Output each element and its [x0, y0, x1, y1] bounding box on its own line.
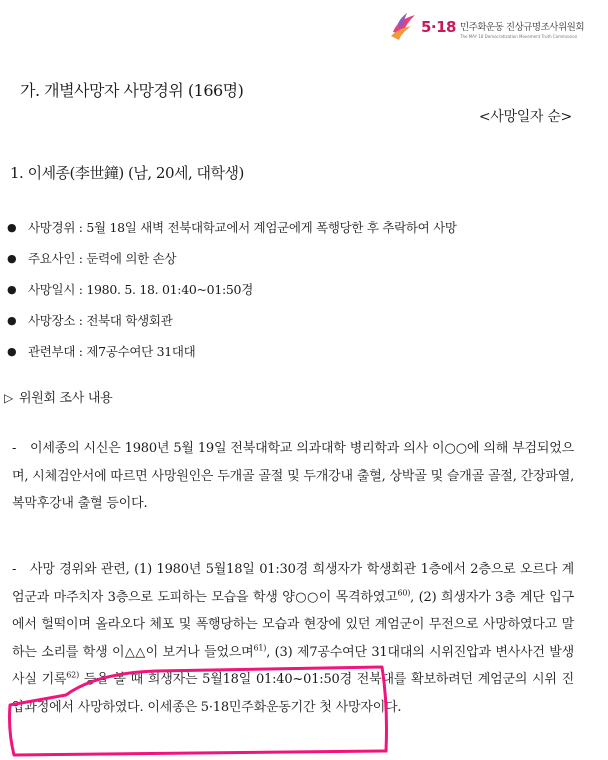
fact-value: 1980. 5. 18. 01:40~01:50경	[86, 282, 253, 297]
commission-logo	[389, 12, 584, 42]
fact-value: 제7공수여단 31대대	[86, 344, 196, 359]
person-heading: 1. 이세종(李世鐘) (남, 20세, 대학생)	[10, 164, 244, 182]
footnote-ref[interactable]: 60)	[397, 588, 411, 598]
fact-item: ● 주요사인 : 둔력에 의한 손상	[6, 243, 457, 274]
logo-title: 민주화운동 진상규명조사위원회	[460, 22, 584, 33]
order-note: <사망일자 순>	[478, 109, 572, 125]
logo-subtitle: The MAY 18 Democratization Movement Truth Commission	[460, 34, 578, 39]
fact-label: 관련부대	[28, 344, 76, 359]
fact-label: 주요사인	[28, 251, 76, 266]
bullet-icon: ●	[7, 283, 17, 296]
dash-marker: -	[12, 562, 17, 577]
paragraph2-part4: 등을 볼 때 희생자는 5월18일 01:40~01:50경 전북대를 확보하려던 계엄군의 시위 진압과정에서 사망하였다. 이세종은 5·18민주화운동기간 첫 사망자이다.	[12, 672, 574, 715]
bullet-icon: ●	[7, 345, 17, 358]
fact-label: 사망일시	[28, 282, 76, 297]
bullet-icon: ●	[7, 252, 17, 265]
paragraph2-part2: , (2) 희생자가 3층 계단 입구에서 헐떡이며 올라오다 체포 및 폭행당하는 모습과 현장에 있던 계엄군이 무전으로 사망하였다고 말하는 소리를 학생 이△△이 보거나 들었으며	[12, 589, 574, 660]
logo-number: 5·18	[420, 18, 456, 36]
fact-list	[6, 212, 457, 367]
triangle-right-icon: ▷	[4, 391, 13, 405]
footnote-ref[interactable]: 62)	[66, 670, 79, 680]
dash-marker: -	[12, 441, 17, 456]
fact-value: 전북대 학생회관	[86, 313, 173, 328]
bullet-icon: ●	[7, 314, 17, 327]
bird-logo-icon	[389, 12, 417, 42]
footnote-ref[interactable]: 61)	[253, 643, 267, 653]
bullet-icon: ●	[7, 221, 17, 234]
section-title: 가. 개별사망자 사망경위 (166명)	[20, 81, 244, 100]
death-circumstances-paragraph	[12, 556, 574, 721]
paragraph2-part1: 사망 경위와 관련, (1) 1980년 5월18일 01:30경 희생자가 학생회관 1층에서 2층으로 오르다 계엄군과 마주치자 3층으로 도피하는 모습을 학생 양○○이 목격하였고	[12, 562, 574, 605]
investigation-subheading	[4, 387, 112, 406]
paragraph1-text: 이세종의 시신은 1980년 5월 19일 전북대학교 의과대학 병리학과 의사 이○○에 의해 부검되었으며, 시체검안서에 따르면 사망원인은 두개골 골절 및 두개강내 출혈, 상박골 및 슬개골 골절, 간장파열, 복막후강내 출혈 등이다.	[12, 441, 574, 511]
fact-label: 사망경위	[28, 220, 76, 235]
fact-item: ● 관련부대 : 제7공수여단 31대대	[6, 336, 457, 367]
autopsy-paragraph	[12, 435, 574, 518]
fact-item: ● 사망장소 : 전북대 학생회관	[6, 305, 457, 336]
fact-value: 둔력에 의한 손상	[86, 251, 177, 266]
fact-label: 사망장소	[28, 313, 76, 328]
fact-value: 5월 18일 새벽 전북대학교에서 계엄군에게 폭행당한 후 추락하여 사망	[86, 220, 457, 235]
fact-item: ● 사망경위 : 5월 18일 새벽 전북대학교에서 계엄군에게 폭행당한 후 추락하여 사망	[6, 212, 457, 243]
paragraph2-part3: , (3) 제7공수여단 31대대의 시위진압과 변사사건 발생사실 기록	[12, 644, 574, 687]
subheading-text: 위원회 조사 내용	[18, 391, 113, 406]
fact-item: ● 사망일시 : 1980. 5. 18. 01:40~01:50경	[6, 274, 457, 305]
